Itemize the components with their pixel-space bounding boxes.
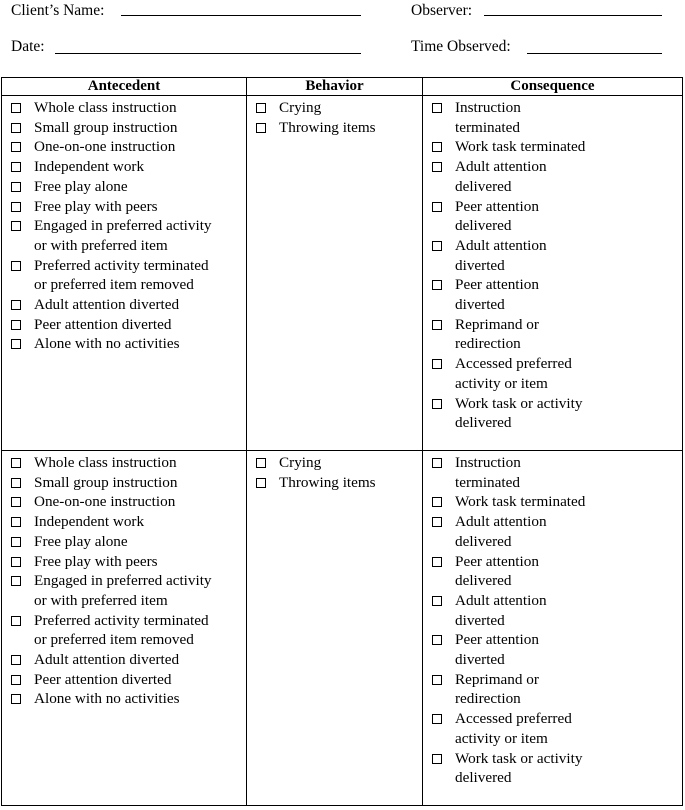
behavior-option[interactable] — [256, 118, 422, 138]
option-label: Independent work — [34, 513, 145, 531]
antecedent-option[interactable] — [11, 512, 246, 532]
checkbox-icon[interactable] — [432, 557, 442, 567]
checkbox-icon[interactable] — [432, 714, 442, 724]
antecedent-option[interactable] — [11, 256, 246, 295]
option-label: delivered — [455, 572, 512, 590]
antecedent-checklist — [2, 451, 246, 709]
option-label: activity or item — [455, 729, 548, 747]
antecedent-cell — [2, 96, 247, 451]
checkbox-icon[interactable] — [11, 339, 21, 349]
date-field[interactable] — [55, 53, 361, 54]
option-label: Instruction — [455, 454, 521, 471]
checkbox-icon[interactable] — [11, 675, 21, 685]
checkbox-icon[interactable] — [11, 557, 21, 567]
option-label: or with preferred item — [34, 591, 168, 609]
client-name-field[interactable] — [121, 15, 361, 16]
checkbox-icon[interactable] — [432, 359, 442, 369]
checkbox-icon[interactable] — [11, 616, 21, 626]
checkbox-icon[interactable] — [432, 142, 442, 152]
consequence-option[interactable] — [432, 749, 682, 788]
option-label: Peer attention — [455, 276, 539, 294]
behavior-option[interactable] — [256, 98, 422, 118]
consequence-option[interactable] — [432, 552, 682, 591]
option-label: Peer attention diverted — [34, 315, 172, 333]
option-label: or preferred item removed — [34, 276, 194, 294]
antecedent-option[interactable] — [11, 552, 246, 572]
option-label: Adult attention diverted — [34, 296, 180, 314]
option-label: One-on-one instruction — [34, 493, 176, 511]
consequence-option[interactable] — [432, 453, 682, 492]
column-header-consequence: Consequence — [423, 78, 683, 96]
option-label: Accessed preferred — [455, 710, 572, 728]
option-label: Preferred activity terminated — [34, 611, 209, 629]
consequence-option[interactable] — [432, 354, 682, 393]
option-label: Work task terminated — [455, 138, 586, 156]
behavior-checklist — [247, 451, 422, 492]
consequence-checklist — [423, 451, 682, 788]
antecedent-option[interactable] — [11, 670, 246, 690]
option-label: or with preferred item — [34, 236, 168, 254]
checkbox-icon[interactable] — [256, 103, 266, 113]
checkbox-icon[interactable] — [432, 675, 442, 685]
option-label: delivered — [455, 769, 512, 787]
behavior-option[interactable] — [256, 473, 422, 493]
checkbox-icon[interactable] — [432, 635, 442, 645]
checkbox-icon[interactable] — [11, 261, 21, 271]
consequence-cell — [423, 96, 683, 451]
option-label: diverted — [455, 611, 505, 629]
observer-label: Observer: — [411, 2, 473, 19]
option-label: redirection — [455, 690, 521, 708]
checkbox-icon[interactable] — [432, 517, 442, 527]
option-label: Adult attention — [455, 591, 547, 609]
checkbox-icon[interactable] — [432, 458, 442, 468]
checkbox-icon[interactable] — [432, 320, 442, 330]
client-name-label: Client’s Name: — [11, 2, 105, 19]
consequence-option[interactable] — [432, 492, 682, 512]
option-label: delivered — [455, 414, 512, 432]
antecedent-option[interactable] — [11, 453, 246, 473]
option-label: Accessed preferred — [455, 355, 572, 373]
option-label: Throwing items — [279, 118, 376, 136]
option-label: activity or item — [455, 374, 548, 392]
checkbox-icon[interactable] — [11, 123, 21, 133]
option-label: Work task or activity — [455, 394, 583, 412]
checkbox-icon[interactable] — [11, 537, 21, 547]
checkbox-icon[interactable] — [11, 162, 21, 172]
option-label: Adult attention — [455, 236, 547, 254]
antecedent-option[interactable] — [11, 532, 246, 552]
consequence-checklist — [423, 96, 682, 433]
option-label: Instruction — [455, 99, 521, 116]
antecedent-option[interactable] — [11, 137, 246, 157]
column-header-antecedent: Antecedent — [2, 78, 247, 96]
consequence-option[interactable] — [432, 236, 682, 275]
antecedent-option[interactable] — [11, 689, 246, 709]
consequence-option[interactable] — [432, 315, 682, 354]
option-label: Work task terminated — [455, 493, 586, 511]
option-label: delivered — [455, 177, 512, 195]
option-label: Adult attention diverted — [34, 651, 180, 669]
behavior-checklist — [247, 96, 422, 137]
option-label: Preferred activity terminated — [34, 256, 209, 274]
checkbox-icon[interactable] — [432, 280, 442, 290]
option-label: delivered — [455, 217, 512, 235]
antecedent-option[interactable] — [11, 334, 246, 354]
consequence-option[interactable] — [432, 591, 682, 630]
consequence-option[interactable] — [432, 709, 682, 748]
checkbox-icon[interactable] — [256, 478, 266, 488]
consequence-option[interactable] — [432, 630, 682, 669]
option-label: Throwing items — [279, 473, 376, 491]
option-label: Peer attention — [455, 552, 539, 570]
option-label: Work task or activity — [455, 749, 583, 767]
antecedent-option[interactable] — [11, 197, 246, 217]
option-label: delivered — [455, 532, 512, 550]
checkbox-icon[interactable] — [11, 202, 21, 212]
option-label: One-on-one instruction — [34, 138, 176, 156]
option-label: Free play with peers — [34, 552, 158, 570]
checkbox-icon[interactable] — [432, 241, 442, 251]
option-label: diverted — [455, 651, 505, 669]
option-label: Whole class instruction — [34, 99, 177, 116]
checkbox-icon[interactable] — [432, 399, 442, 409]
checkbox-icon[interactable] — [11, 103, 21, 113]
checkbox-icon[interactable] — [11, 655, 21, 665]
consequence-option[interactable] — [432, 157, 682, 196]
antecedent-option[interactable] — [11, 492, 246, 512]
behavior-option[interactable] — [256, 453, 422, 473]
table-header-row — [2, 78, 683, 96]
checkbox-icon[interactable] — [432, 202, 442, 212]
antecedent-option[interactable] — [11, 98, 246, 118]
checkbox-icon[interactable] — [432, 596, 442, 606]
abc-table — [1, 77, 683, 806]
antecedent-option[interactable] — [11, 571, 246, 610]
checkbox-icon[interactable] — [11, 517, 21, 527]
option-label: Free play with peers — [34, 197, 158, 215]
checkbox-icon[interactable] — [11, 497, 21, 507]
option-label: Adult attention — [455, 513, 547, 531]
checkbox-icon[interactable] — [11, 576, 21, 586]
behavior-cell — [247, 96, 423, 451]
date-label: Date: — [11, 38, 45, 55]
behavior-cell — [247, 451, 423, 806]
checkbox-icon[interactable] — [256, 458, 266, 468]
option-label: Whole class instruction — [34, 454, 177, 471]
antecedent-cell — [2, 451, 247, 806]
checkbox-icon[interactable] — [11, 478, 21, 488]
consequence-option[interactable] — [432, 670, 682, 709]
checkbox-icon[interactable] — [256, 123, 266, 133]
antecedent-option[interactable] — [11, 650, 246, 670]
consequence-option[interactable] — [432, 394, 682, 433]
checkbox-icon[interactable] — [11, 142, 21, 152]
option-label: Peer attention diverted — [34, 670, 172, 688]
time-observed-field[interactable] — [527, 53, 662, 54]
checkbox-icon[interactable] — [11, 182, 21, 192]
antecedent-checklist — [2, 96, 246, 354]
option-label: terminated — [455, 118, 520, 136]
antecedent-option[interactable] — [11, 177, 246, 197]
option-label: Small group instruction — [34, 473, 178, 491]
consequence-option[interactable] — [432, 197, 682, 236]
checkbox-icon[interactable] — [11, 320, 21, 330]
checkbox-icon[interactable] — [432, 162, 442, 172]
option-label: Crying — [279, 454, 322, 471]
consequence-option[interactable] — [432, 512, 682, 551]
checkbox-icon[interactable] — [11, 458, 21, 468]
checkbox-icon[interactable] — [11, 300, 21, 310]
option-label: Alone with no activities — [34, 335, 180, 353]
option-label: redirection — [455, 335, 521, 353]
checkbox-icon[interactable] — [11, 694, 21, 704]
checkbox-icon[interactable] — [432, 754, 442, 764]
time-observed-label: Time Observed: — [411, 38, 511, 55]
consequence-option[interactable] — [432, 137, 682, 157]
option-label: or preferred item removed — [34, 631, 194, 649]
option-label: Reprimand or — [455, 670, 539, 688]
observer-field[interactable] — [484, 15, 662, 16]
antecedent-option[interactable] — [11, 611, 246, 650]
option-label: Peer attention — [455, 631, 539, 649]
option-label: Free play alone — [34, 532, 128, 550]
antecedent-option[interactable] — [11, 315, 246, 335]
checkbox-icon[interactable] — [432, 497, 442, 507]
option-label: Small group instruction — [34, 118, 178, 136]
option-label: terminated — [455, 473, 520, 491]
option-label: Reprimand or — [455, 315, 539, 333]
option-label: Alone with no activities — [34, 690, 180, 708]
checkbox-icon[interactable] — [432, 103, 442, 113]
option-label: Adult attention — [455, 158, 547, 176]
consequence-option[interactable] — [432, 275, 682, 314]
antecedent-option[interactable] — [11, 295, 246, 315]
option-label: diverted — [455, 256, 505, 274]
option-label: Peer attention — [455, 197, 539, 215]
observation-block — [2, 451, 683, 806]
checkbox-icon[interactable] — [11, 221, 21, 231]
column-header-behavior: Behavior — [247, 78, 423, 96]
antecedent-option[interactable] — [11, 157, 246, 177]
option-label: Independent work — [34, 158, 145, 176]
option-label: diverted — [455, 296, 505, 314]
option-label: Free play alone — [34, 177, 128, 195]
observation-block — [2, 96, 683, 451]
option-label: Crying — [279, 99, 322, 116]
option-label: Engaged in preferred activity — [34, 217, 212, 235]
antecedent-option[interactable] — [11, 473, 246, 493]
consequence-cell — [423, 451, 683, 806]
antecedent-option[interactable] — [11, 216, 246, 255]
consequence-option[interactable] — [432, 98, 682, 137]
option-label: Engaged in preferred activity — [34, 572, 212, 590]
antecedent-option[interactable] — [11, 118, 246, 138]
